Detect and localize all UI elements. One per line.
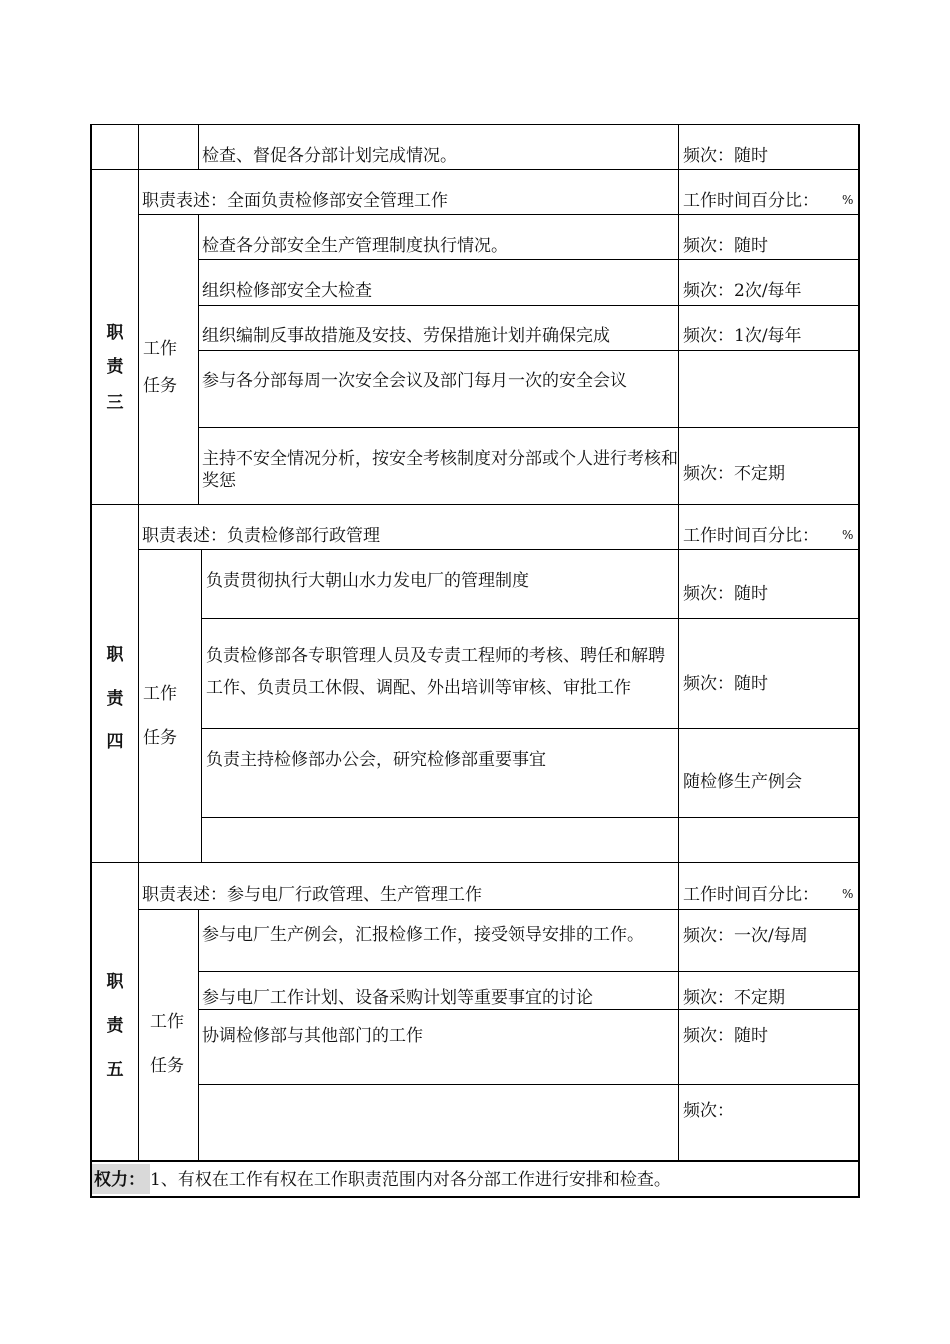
duty4-freq-2: 频次：随时 xyxy=(683,674,768,694)
duty5-freq-4: 频次： xyxy=(683,1101,734,1121)
row-separator xyxy=(198,259,860,260)
freq-text: 频次：随时 xyxy=(683,146,768,166)
duty3-task-label: 任务 xyxy=(143,376,177,396)
duty5-freq-2: 频次：不定期 xyxy=(683,988,785,1008)
duty3-label-char: 职 xyxy=(106,323,124,343)
duty5-label-char: 五 xyxy=(106,1060,124,1080)
duty4-description: 职责表述：负责检修部行政管理 xyxy=(142,526,380,546)
duty3-freq-1: 频次：随时 xyxy=(683,236,768,256)
duty5-time-label: 工作时间百分比： xyxy=(683,885,819,905)
section-separator xyxy=(90,169,860,170)
duty3-task-3: 组织编制反事故措施及安技、劳保措施计划并确保完成 xyxy=(202,326,610,346)
duty5-label-char: 责 xyxy=(106,1016,124,1036)
duty3-task-label: 工作 xyxy=(143,339,177,359)
duty5-task-label: 工作 xyxy=(150,1012,184,1032)
duty5-task-3: 协调检修部与其他部门的工作 xyxy=(202,1026,423,1046)
duty4-task-2: 负责检修部各专职管理人员及专责工程师的考核、聘任和解聘工作、负责员工休假、调配、外出培训等审核、审批工作 xyxy=(206,646,665,698)
duty5-task-label: 任务 xyxy=(150,1056,184,1076)
duty5-description: 职责表述：参与电厂行政管理、生产管理工作 xyxy=(142,885,482,905)
row-separator xyxy=(198,1084,860,1085)
row-separator xyxy=(198,305,860,306)
duty5-percent: % xyxy=(842,887,854,901)
duty3-label-char: 三 xyxy=(106,393,124,413)
duty5-label-char: 职 xyxy=(106,972,124,992)
row-separator xyxy=(198,971,860,972)
duty3-task-5: 主持不安全情况分析，按安全考核制度对分部或个人进行考核和奖惩 xyxy=(202,449,678,491)
task-text: 检查、督促各分部计划完成情况。 xyxy=(202,146,457,166)
section-separator xyxy=(90,504,860,505)
column-divider xyxy=(198,124,199,169)
duty3-percent: % xyxy=(842,193,854,207)
row-separator xyxy=(201,817,860,818)
row-separator xyxy=(198,1009,860,1010)
duty5-freq-1: 频次：一次/每周 xyxy=(683,926,808,946)
duty3-freq-2: 频次：2次/每年 xyxy=(683,281,802,301)
row-separator xyxy=(201,728,860,729)
duty4-label-char: 责 xyxy=(106,689,124,709)
table-border-bottom xyxy=(90,1196,860,1198)
duty4-freq-1: 频次：随时 xyxy=(683,584,768,604)
section-separator xyxy=(90,1160,860,1162)
duty4-time-label: 工作时间百分比： xyxy=(683,526,819,546)
duty4-task-label: 工作 xyxy=(143,684,177,704)
table-border-top xyxy=(90,124,860,125)
row-separator xyxy=(138,549,860,550)
row-separator xyxy=(138,214,860,215)
duty3-freq-3: 频次：1次/每年 xyxy=(683,326,802,346)
duty4-task-3: 负责主持检修部办公会，研究检修部重要事宜 xyxy=(206,750,546,770)
row-separator xyxy=(138,909,860,910)
power-label: 权力： xyxy=(94,1170,145,1190)
duty3-label-char: 责 xyxy=(106,357,124,377)
duty3-time-label: 工作时间百分比： xyxy=(683,191,819,211)
column-divider xyxy=(201,549,202,862)
duty4-percent: % xyxy=(842,528,854,542)
duty5-task-1: 参与电厂生产例会，汇报检修工作，接受领导安排的工作。 xyxy=(202,925,644,945)
duty4-task-1: 负责贯彻执行大朝山水力发电厂的管理制度 xyxy=(206,571,529,591)
duty4-task-label: 任务 xyxy=(143,728,177,748)
column-divider xyxy=(198,909,199,1160)
duty4-freq-3: 随检修生产例会 xyxy=(683,772,802,792)
duty3-description: 职责表述：全面负责检修部安全管理工作 xyxy=(142,191,448,211)
duty4-label-char: 四 xyxy=(106,732,124,752)
power-text: 1、有权在工作有权在工作职责范围内对各分部工作进行安排和检查。 xyxy=(150,1170,671,1190)
table-border-right xyxy=(858,124,860,1198)
duty3-freq-5: 频次：不定期 xyxy=(683,464,785,484)
column-divider xyxy=(198,214,199,504)
section-separator xyxy=(90,862,860,863)
freq-column-divider xyxy=(678,124,679,1161)
duty3-task-1: 检查各分部安全生产管理制度执行情况。 xyxy=(202,236,508,256)
row-separator xyxy=(201,618,860,619)
row-separator xyxy=(198,427,860,428)
duty5-task-2: 参与电厂工作计划、设备采购计划等重要事宜的讨论 xyxy=(202,988,593,1008)
duty4-label-char: 职 xyxy=(106,645,124,665)
duty3-task-4: 参与各分部每周一次安全会议及部门每月一次的安全会议 xyxy=(202,371,627,391)
duty3-task-2: 组织检修部安全大检查 xyxy=(202,281,372,301)
row-separator xyxy=(198,350,860,351)
duty5-freq-3: 频次：随时 xyxy=(683,1026,768,1046)
